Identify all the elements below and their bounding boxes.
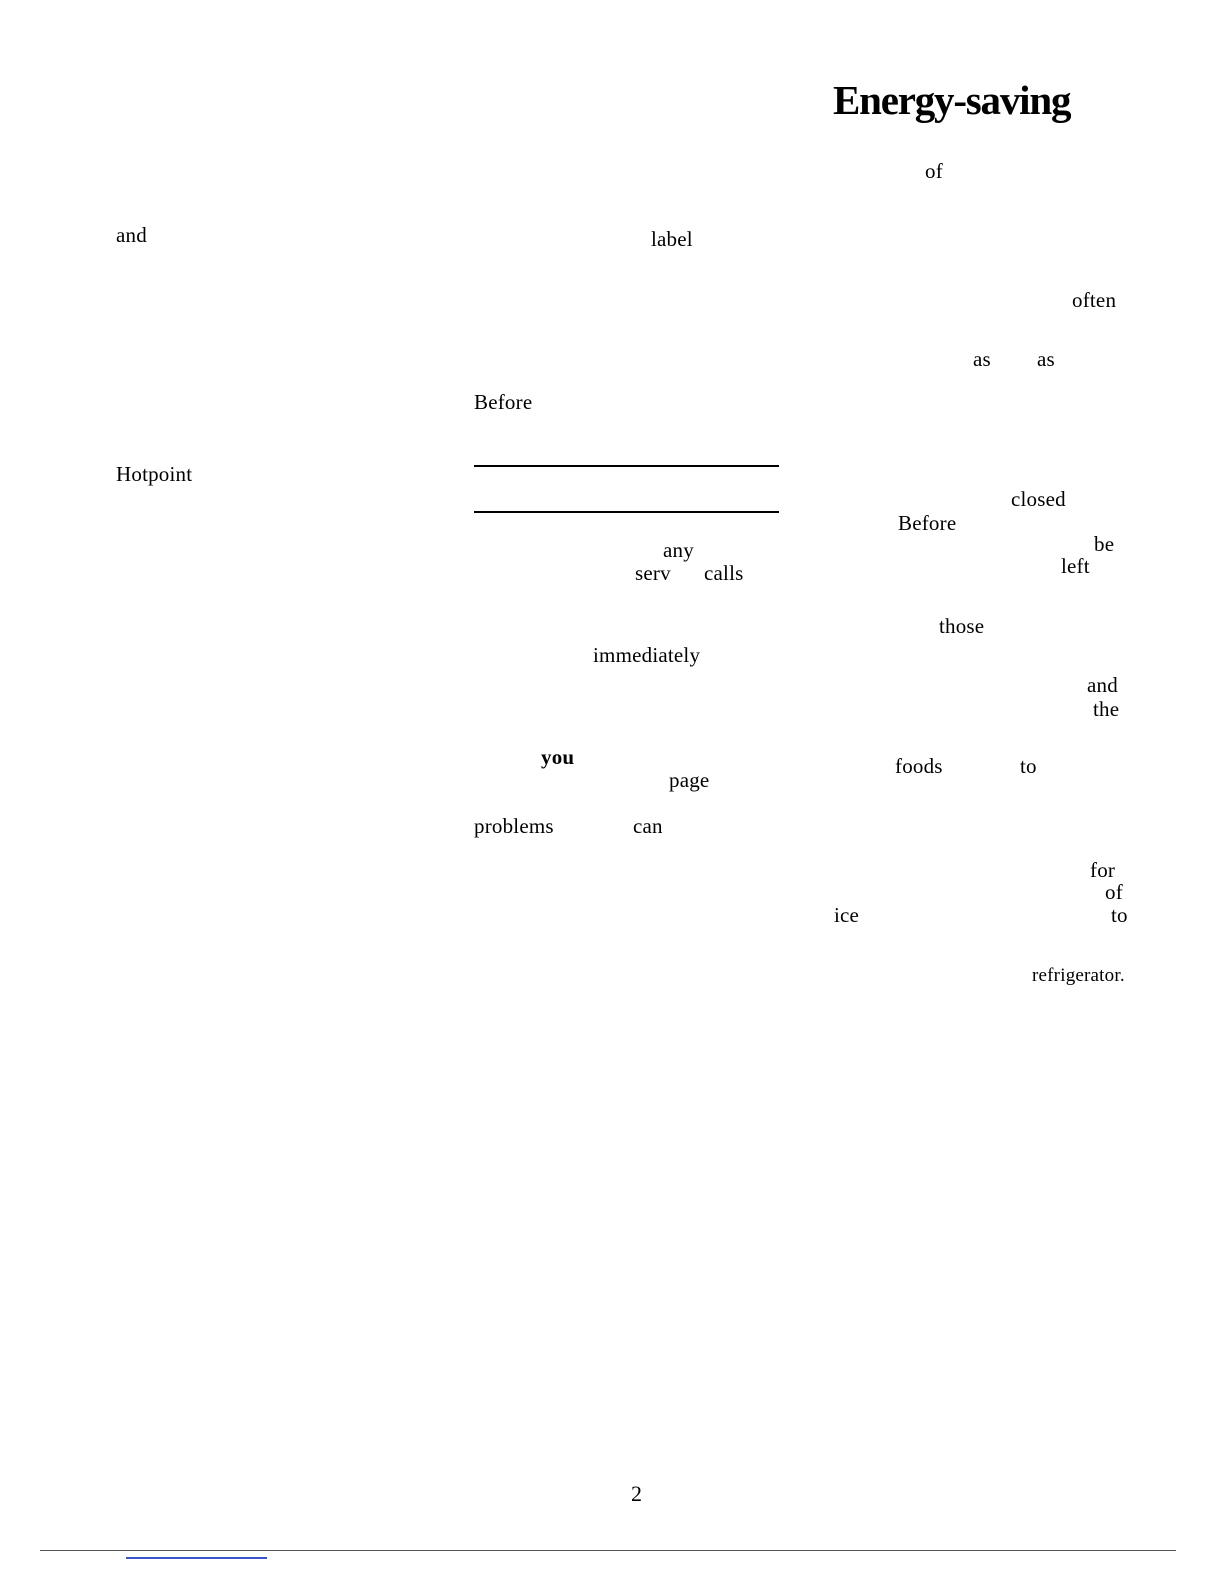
right-word-to-2: to <box>1111 903 1128 927</box>
middle-word-calls: calls <box>704 561 744 585</box>
right-word-left: left <box>1061 554 1090 578</box>
middle-word-page: page <box>669 768 710 792</box>
right-word-as-1: as <box>973 347 991 371</box>
right-word-and: and <box>1087 673 1118 697</box>
form-line-1 <box>474 465 779 467</box>
right-word-be: be <box>1094 532 1115 556</box>
middle-word-can: can <box>633 814 663 838</box>
section-heading: Energy-saving <box>833 77 1071 123</box>
left-word-and: and <box>116 223 147 247</box>
right-word-the: the <box>1093 697 1120 721</box>
right-word-to-1: to <box>1020 754 1037 778</box>
right-word-often: often <box>1072 288 1117 312</box>
middle-word-you: you <box>541 745 575 769</box>
middle-word-serv: serv <box>635 561 671 585</box>
right-word-for: for <box>1090 858 1116 882</box>
right-word-foods: foods <box>895 754 943 778</box>
middle-word-any: any <box>663 538 694 562</box>
page-number: 2 <box>631 1481 642 1506</box>
middle-word-label: label <box>651 227 693 251</box>
form-line-2 <box>474 511 779 513</box>
middle-word-before: Before <box>474 390 533 414</box>
middle-word-immediately: immediately <box>593 643 701 667</box>
footer-divider <box>40 1550 1176 1551</box>
right-word-refrigerator: refrigerator. <box>1032 965 1125 986</box>
right-word-ice: ice <box>834 903 860 927</box>
right-word-before: Before <box>898 511 957 535</box>
footer-link-underline[interactable] <box>126 1557 267 1559</box>
middle-word-problems: problems <box>474 814 554 838</box>
right-word-as-2: as <box>1037 347 1055 371</box>
left-word-hotpoint: Hotpoint <box>116 462 193 486</box>
right-word-closed: closed <box>1011 487 1066 511</box>
right-word-of-2: of <box>1105 880 1123 904</box>
right-word-those: those <box>939 614 985 638</box>
right-word-of: of <box>925 159 943 183</box>
